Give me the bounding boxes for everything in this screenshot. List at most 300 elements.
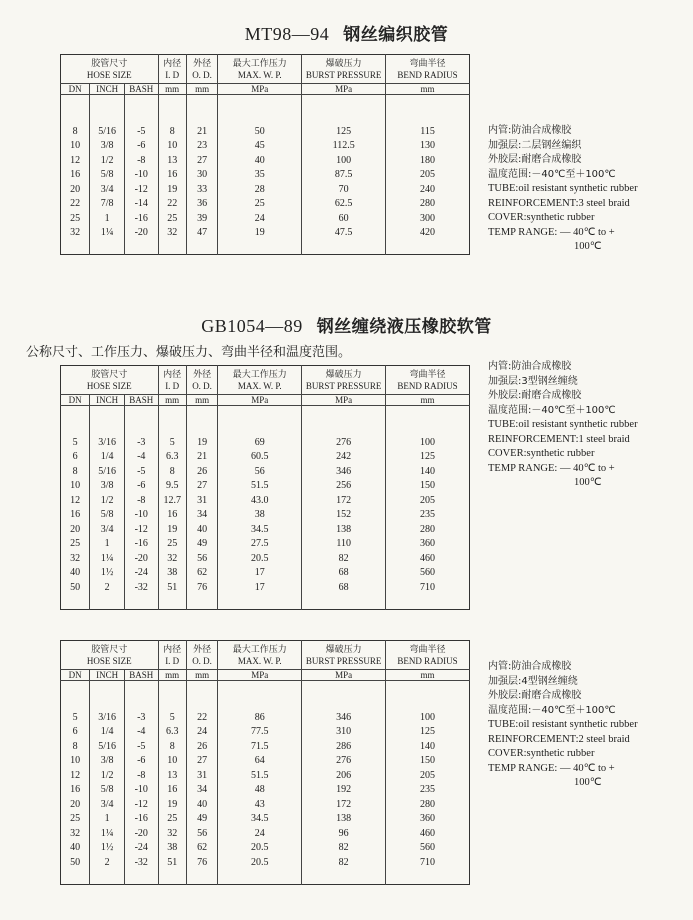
cell-working-pressure: 86 [218, 711, 302, 726]
cell-inner-diameter: 13 [158, 154, 186, 169]
cover-note-cn: 外胶层:耐磨合成橡胶 [488, 390, 582, 401]
cell-bash: -10 [124, 508, 158, 523]
cell-working-pressure: 35 [218, 168, 302, 183]
cell-working-pressure: 34.5 [218, 812, 302, 827]
material-notes-gb1054-3 [488, 360, 638, 491]
cell-bend-radius: 420 [386, 226, 470, 241]
id-header-cn: 内径 [158, 55, 186, 71]
section-2-title [0, 312, 693, 337]
cell-working-pressure: 24 [218, 212, 302, 227]
hose-size-header-en: HOSE SIZE [86, 381, 132, 391]
br-header-en: BEND RADIUS [386, 656, 470, 670]
cell-outer-diameter: 31 [186, 769, 217, 784]
cell-outer-diameter: 49 [186, 537, 217, 552]
wp-header-cn: 最大工作压力 [218, 641, 302, 657]
cell-bend-radius: 280 [386, 798, 470, 813]
cell-dn: 22 [70, 198, 81, 209]
cell-working-pressure: 56 [218, 465, 302, 480]
cell-inch: 3/16 [90, 436, 125, 451]
cell-bash: -5 [124, 740, 158, 755]
cell-burst-pressure: 60 [302, 212, 386, 227]
reinforcement-note-en: REINFORCEMENT:1 steel braid [488, 433, 630, 445]
cell-bend-radius: 360 [386, 812, 470, 827]
cell-bash: -14 [124, 197, 158, 212]
cell-outer-diameter: 40 [186, 798, 217, 813]
table-row [61, 537, 470, 552]
cell-dn: 20 [70, 523, 81, 535]
cell-bash: -4 [124, 725, 158, 740]
cell-inner-diameter: 19 [158, 798, 186, 813]
cell-outer-diameter: 31 [186, 494, 217, 509]
cell-burst-pressure: 138 [302, 523, 386, 538]
cell-burst-pressure: 82 [302, 552, 386, 567]
table-row [61, 798, 470, 813]
cell-bend-radius: 560 [386, 841, 470, 856]
cell-burst-pressure: 47.5 [302, 226, 386, 241]
cell-burst-pressure: 276 [302, 754, 386, 769]
wp-header-en: MAX. W. P. [218, 656, 302, 670]
br-unit: mm [386, 395, 470, 406]
cell-bend-radius: 205 [386, 769, 470, 784]
cell-bash: -3 [124, 436, 158, 451]
bp-header-en: BURST PRESSURE [302, 656, 386, 670]
table-row [61, 754, 470, 769]
cell-outer-diameter: 39 [186, 212, 217, 227]
cell-working-pressure: 43 [218, 798, 302, 813]
table-row [61, 494, 470, 509]
bash-header: BASH [124, 84, 158, 95]
cell-burst-pressure: 68 [302, 581, 386, 596]
cell-bash: -32 [124, 581, 158, 596]
cell-bend-radius: 140 [386, 740, 470, 755]
bash-header: BASH [124, 395, 158, 406]
cell-burst-pressure: 172 [302, 798, 386, 813]
wp-unit: MPa [218, 670, 302, 681]
cell-bend-radius: 150 [386, 479, 470, 494]
cell-outer-diameter: 27 [186, 479, 217, 494]
cell-inch: 2 [90, 856, 125, 871]
cell-outer-diameter: 21 [186, 125, 217, 140]
cell-dn: 12 [70, 494, 81, 506]
cell-bash: -16 [124, 212, 158, 227]
cell-inch: 1½ [90, 841, 125, 856]
cell-working-pressure: 51.5 [218, 479, 302, 494]
bp-header-cn: 爆破压力 [302, 366, 386, 382]
cell-bend-radius: 710 [386, 856, 470, 871]
od-header-cn: 外径 [186, 366, 217, 382]
table-row [61, 197, 470, 212]
cell-bend-radius: 100 [386, 436, 470, 451]
standard-name: 钢丝编织胶管 [343, 25, 449, 45]
bp-header-cn: 爆破压力 [302, 55, 386, 71]
cell-working-pressure: 24 [218, 827, 302, 842]
cell-bash: -6 [124, 479, 158, 494]
cell-bash: -6 [124, 139, 158, 154]
table-row [61, 711, 470, 726]
bp-unit: MPa [302, 670, 386, 681]
cell-dn: 50 [70, 856, 81, 868]
cell-outer-diameter: 62 [186, 841, 217, 856]
table-row [61, 769, 470, 784]
cell-inch: 3/4 [90, 183, 125, 198]
br-header-cn: 弯曲半径 [386, 641, 470, 657]
cell-bash: -20 [124, 226, 158, 241]
standard-code: GB1054—89 [201, 316, 303, 336]
table-row [61, 465, 470, 480]
temp-note-en-2: 100℃ [574, 241, 602, 252]
cell-working-pressure: 64 [218, 754, 302, 769]
cell-dn: 6 [72, 451, 78, 462]
id-unit: mm [158, 395, 186, 406]
cell-outer-diameter: 27 [186, 754, 217, 769]
cell-bash: -16 [124, 812, 158, 827]
cell-dn: 8 [72, 125, 78, 137]
cell-working-pressure: 77.5 [218, 725, 302, 740]
table-row [61, 479, 470, 494]
cell-bash: -32 [124, 856, 158, 871]
od-header-en: O. D. [186, 70, 217, 84]
cell-inner-diameter: 10 [158, 139, 186, 154]
cell-working-pressure: 51.5 [218, 769, 302, 784]
cell-inch: 5/16 [90, 465, 125, 480]
cell-dn: 5 [72, 711, 78, 723]
cell-working-pressure: 20.5 [218, 841, 302, 856]
id-header-en: I. D [158, 381, 186, 395]
table-row [61, 740, 470, 755]
cell-bend-radius: 115 [386, 125, 470, 140]
cell-burst-pressure: 82 [302, 856, 386, 871]
table-row [61, 566, 470, 581]
cell-outer-diameter: 40 [186, 523, 217, 538]
cell-working-pressure: 20.5 [218, 552, 302, 567]
tube-note-en: TUBE:oil resistant synthetic rubber [488, 419, 638, 430]
cell-dn: 40 [70, 842, 81, 853]
cell-dn: 8 [72, 740, 78, 752]
cell-dn: 16 [70, 509, 81, 520]
standard-name: 钢丝缠绕液压橡胶软管 [316, 317, 492, 337]
wp-unit: MPa [218, 395, 302, 406]
cell-inch: 5/16 [90, 125, 125, 140]
od-header-en: O. D. [186, 656, 217, 670]
table-row [61, 523, 470, 538]
inch-header: INCH [90, 395, 125, 406]
cell-working-pressure: 19 [218, 226, 302, 241]
cell-dn: 25 [70, 212, 81, 224]
cell-working-pressure: 25 [218, 197, 302, 212]
cell-bash: -10 [124, 168, 158, 183]
cell-burst-pressure: 192 [302, 783, 386, 798]
cell-bend-radius: 460 [386, 552, 470, 567]
hose-size-header-en: HOSE SIZE [86, 70, 132, 80]
cell-bend-radius: 140 [386, 465, 470, 480]
cell-inner-diameter: 32 [158, 827, 186, 842]
od-header-cn: 外径 [186, 641, 217, 657]
cell-bash: -12 [124, 523, 158, 538]
cell-inch: 3/16 [90, 711, 125, 726]
cell-working-pressure: 48 [218, 783, 302, 798]
wp-header-en: MAX. W. P. [218, 70, 302, 84]
cell-inch: 3/8 [90, 139, 125, 154]
cell-burst-pressure: 138 [302, 812, 386, 827]
section-2-subtitle: 公称尺寸、工作压力、爆破压力、弯曲半径和温度范围。 [26, 345, 352, 360]
cell-working-pressure: 17 [218, 581, 302, 596]
cell-bend-radius: 130 [386, 139, 470, 154]
cell-working-pressure: 17 [218, 566, 302, 581]
table-row [61, 125, 470, 140]
cell-bend-radius: 235 [386, 783, 470, 798]
dn-header: DN [61, 395, 90, 406]
cell-outer-diameter: 76 [186, 856, 217, 871]
id-unit: mm [158, 670, 186, 681]
id-header-cn: 内径 [158, 366, 186, 382]
reinforcement-note-en: REINFORCEMENT:3 steel braid [488, 197, 630, 209]
cell-working-pressure: 20.5 [218, 856, 302, 871]
cell-inch: 7/8 [90, 197, 125, 212]
cell-burst-pressure: 112.5 [302, 139, 386, 154]
cell-working-pressure: 45 [218, 139, 302, 154]
cover-note-en: COVER:synthetic rubber [488, 212, 595, 223]
inch-header: INCH [90, 670, 125, 681]
cover-note-en: COVER:synthetic rubber [488, 448, 595, 459]
cell-burst-pressure: 346 [302, 711, 386, 726]
cell-inch: 1½ [90, 566, 125, 581]
cell-inner-diameter: 32 [158, 226, 186, 241]
id-header-cn: 内径 [158, 641, 186, 657]
cell-bend-radius: 300 [386, 212, 470, 227]
br-header-cn: 弯曲半径 [386, 55, 470, 71]
cell-dn: 5 [72, 436, 78, 448]
cell-inch: 5/8 [90, 508, 125, 523]
cell-inch: 5/8 [90, 783, 125, 798]
cover-note-cn: 外胶层:耐磨合成橡胶 [488, 154, 582, 165]
br-header-en: BEND RADIUS [386, 381, 470, 395]
cell-inch: 3/4 [90, 523, 125, 538]
table-row [61, 212, 470, 227]
cell-dn: 10 [70, 480, 81, 491]
temp-note-en-2: 100℃ [574, 477, 602, 488]
cell-inner-diameter: 16 [158, 168, 186, 183]
od-unit: mm [186, 84, 217, 95]
table-row [61, 508, 470, 523]
wp-header-en: MAX. W. P. [218, 381, 302, 395]
cell-outer-diameter: 34 [186, 508, 217, 523]
cell-bend-radius: 560 [386, 566, 470, 581]
id-unit: mm [158, 84, 186, 95]
temp-note-en-2: 100℃ [574, 777, 602, 788]
cell-inner-diameter: 25 [158, 812, 186, 827]
cell-working-pressure: 43.0 [218, 494, 302, 509]
cell-outer-diameter: 49 [186, 812, 217, 827]
table-row [61, 783, 470, 798]
cell-inner-diameter: 6.3 [158, 450, 186, 465]
cell-working-pressure: 60.5 [218, 450, 302, 465]
cell-inner-diameter: 10 [158, 754, 186, 769]
cell-bash: -4 [124, 450, 158, 465]
cell-burst-pressure: 100 [302, 154, 386, 169]
cell-inner-diameter: 16 [158, 783, 186, 798]
cell-burst-pressure: 62.5 [302, 197, 386, 212]
table-row [61, 812, 470, 827]
cell-burst-pressure: 172 [302, 494, 386, 509]
cell-inner-diameter: 8 [158, 465, 186, 480]
temp-note-en: TEMP RANGE: — 40℃ to + [488, 226, 615, 238]
cell-working-pressure: 40 [218, 154, 302, 169]
inch-header: INCH [90, 84, 125, 95]
cell-inch: 5/8 [90, 168, 125, 183]
cell-outer-diameter: 62 [186, 566, 217, 581]
tube-note-en: TUBE:oil resistant synthetic rubber [488, 719, 638, 730]
cell-bend-radius: 235 [386, 508, 470, 523]
cell-dn: 40 [70, 567, 81, 578]
tube-note-cn: 内管:防油合成橡胶 [488, 361, 572, 372]
br-unit: mm [386, 670, 470, 681]
cell-bash: -10 [124, 783, 158, 798]
cell-outer-diameter: 21 [186, 450, 217, 465]
cell-working-pressure: 69 [218, 436, 302, 451]
cell-dn: 16 [70, 169, 81, 180]
wp-unit: MPa [218, 84, 302, 95]
cell-inch: 1¼ [90, 827, 125, 842]
cell-burst-pressure: 346 [302, 465, 386, 480]
table-row [61, 183, 470, 198]
cell-bash: -24 [124, 841, 158, 856]
cell-bend-radius: 710 [386, 581, 470, 596]
cell-bend-radius: 125 [386, 725, 470, 740]
temp-note-en: TEMP RANGE: — 40℃ to + [488, 762, 615, 774]
cell-inner-diameter: 6.3 [158, 725, 186, 740]
cell-bash: -8 [124, 494, 158, 509]
bp-unit: MPa [302, 395, 386, 406]
cell-inner-diameter: 19 [158, 183, 186, 198]
dn-header: DN [61, 84, 90, 95]
wp-header-cn: 最大工作压力 [218, 366, 302, 382]
cell-bash: -20 [124, 552, 158, 567]
cell-bash: -12 [124, 798, 158, 813]
cell-burst-pressure: 87.5 [302, 168, 386, 183]
table-row [61, 436, 470, 451]
table-row [61, 226, 470, 241]
cell-inner-diameter: 5 [158, 436, 186, 451]
reinforcement-note-cn: 加强层:3型钢丝缠绕 [488, 375, 578, 387]
cell-burst-pressure: 152 [302, 508, 386, 523]
cell-bash: -5 [124, 465, 158, 480]
bp-header-en: BURST PRESSURE [302, 70, 386, 84]
cell-dn: 20 [70, 183, 81, 195]
bash-header: BASH [124, 670, 158, 681]
od-header-en: O. D. [186, 381, 217, 395]
cell-dn: 10 [70, 140, 81, 151]
table-row [61, 154, 470, 169]
cell-outer-diameter: 24 [186, 725, 217, 740]
cell-burst-pressure: 110 [302, 537, 386, 552]
material-notes-gb1054-4 [488, 660, 638, 791]
table-row [61, 450, 470, 465]
cell-dn: 50 [70, 581, 81, 593]
cell-dn: 32 [70, 552, 81, 564]
cell-bend-radius: 280 [386, 197, 470, 212]
cell-inch: 5/16 [90, 740, 125, 755]
spec-table-gb1054-3 [60, 365, 470, 610]
cell-inch: 1¼ [90, 552, 125, 567]
cell-inner-diameter: 51 [158, 856, 186, 871]
cell-inner-diameter: 9.5 [158, 479, 186, 494]
od-unit: mm [186, 670, 217, 681]
cell-inner-diameter: 38 [158, 841, 186, 856]
cell-inch: 3/8 [90, 754, 125, 769]
cell-burst-pressure: 276 [302, 436, 386, 451]
hose-size-header-cn: 胶管尺寸 [91, 370, 128, 380]
temp-note-cn: 温度范围:－40℃至＋100℃ [488, 404, 616, 416]
cell-outer-diameter: 76 [186, 581, 217, 596]
cell-inner-diameter: 16 [158, 508, 186, 523]
material-notes-mt98 [488, 124, 638, 255]
cell-bash: -16 [124, 537, 158, 552]
br-header-en: BEND RADIUS [386, 70, 470, 84]
tube-note-cn: 内管:防油合成橡胶 [488, 661, 572, 672]
cell-outer-diameter: 36 [186, 197, 217, 212]
table-row [61, 856, 470, 871]
id-header-en: I. D [158, 656, 186, 670]
cell-working-pressure: 50 [218, 125, 302, 140]
cell-bash: -8 [124, 154, 158, 169]
cell-outer-diameter: 23 [186, 139, 217, 154]
table-row [61, 725, 470, 740]
cell-burst-pressure: 68 [302, 566, 386, 581]
cell-dn: 8 [72, 465, 78, 477]
cell-bend-radius: 125 [386, 450, 470, 465]
cell-burst-pressure: 125 [302, 125, 386, 140]
cell-outer-diameter: 26 [186, 740, 217, 755]
br-unit: mm [386, 84, 470, 95]
cell-bash: -24 [124, 566, 158, 581]
cell-dn: 12 [70, 154, 81, 166]
cell-inch: 3/8 [90, 479, 125, 494]
table-row [61, 581, 470, 596]
cell-bash: -8 [124, 769, 158, 784]
cell-inch: 1 [90, 812, 125, 827]
cell-inner-diameter: 13 [158, 769, 186, 784]
cell-inch: 1/4 [90, 725, 125, 740]
table-row [61, 552, 470, 567]
cell-dn: 32 [70, 227, 81, 238]
cell-inch: 1 [90, 212, 125, 227]
cell-burst-pressure: 286 [302, 740, 386, 755]
cell-working-pressure: 34.5 [218, 523, 302, 538]
cell-bash: -12 [124, 183, 158, 198]
spec-table-gb1054-4 [60, 640, 470, 885]
cell-inner-diameter: 8 [158, 740, 186, 755]
od-unit: mm [186, 395, 217, 406]
cell-dn: 20 [70, 798, 81, 810]
cell-burst-pressure: 206 [302, 769, 386, 784]
cell-inner-diameter: 32 [158, 552, 186, 567]
cell-bash: -3 [124, 711, 158, 726]
cell-bend-radius: 240 [386, 183, 470, 198]
hose-size-header-cn: 胶管尺寸 [91, 59, 128, 69]
cell-bend-radius: 360 [386, 537, 470, 552]
cell-inch: 2 [90, 581, 125, 596]
cell-bend-radius: 460 [386, 827, 470, 842]
spec-table-mt98 [60, 54, 470, 255]
od-header-cn: 外径 [186, 55, 217, 71]
wp-header-cn: 最大工作压力 [218, 55, 302, 71]
tube-note-en: TUBE:oil resistant synthetic rubber [488, 183, 638, 194]
cell-outer-diameter: 47 [186, 226, 217, 241]
cell-inch: 1/4 [90, 450, 125, 465]
id-header-en: I. D [158, 70, 186, 84]
cell-dn: 25 [70, 538, 81, 549]
dn-header: DN [61, 670, 90, 681]
